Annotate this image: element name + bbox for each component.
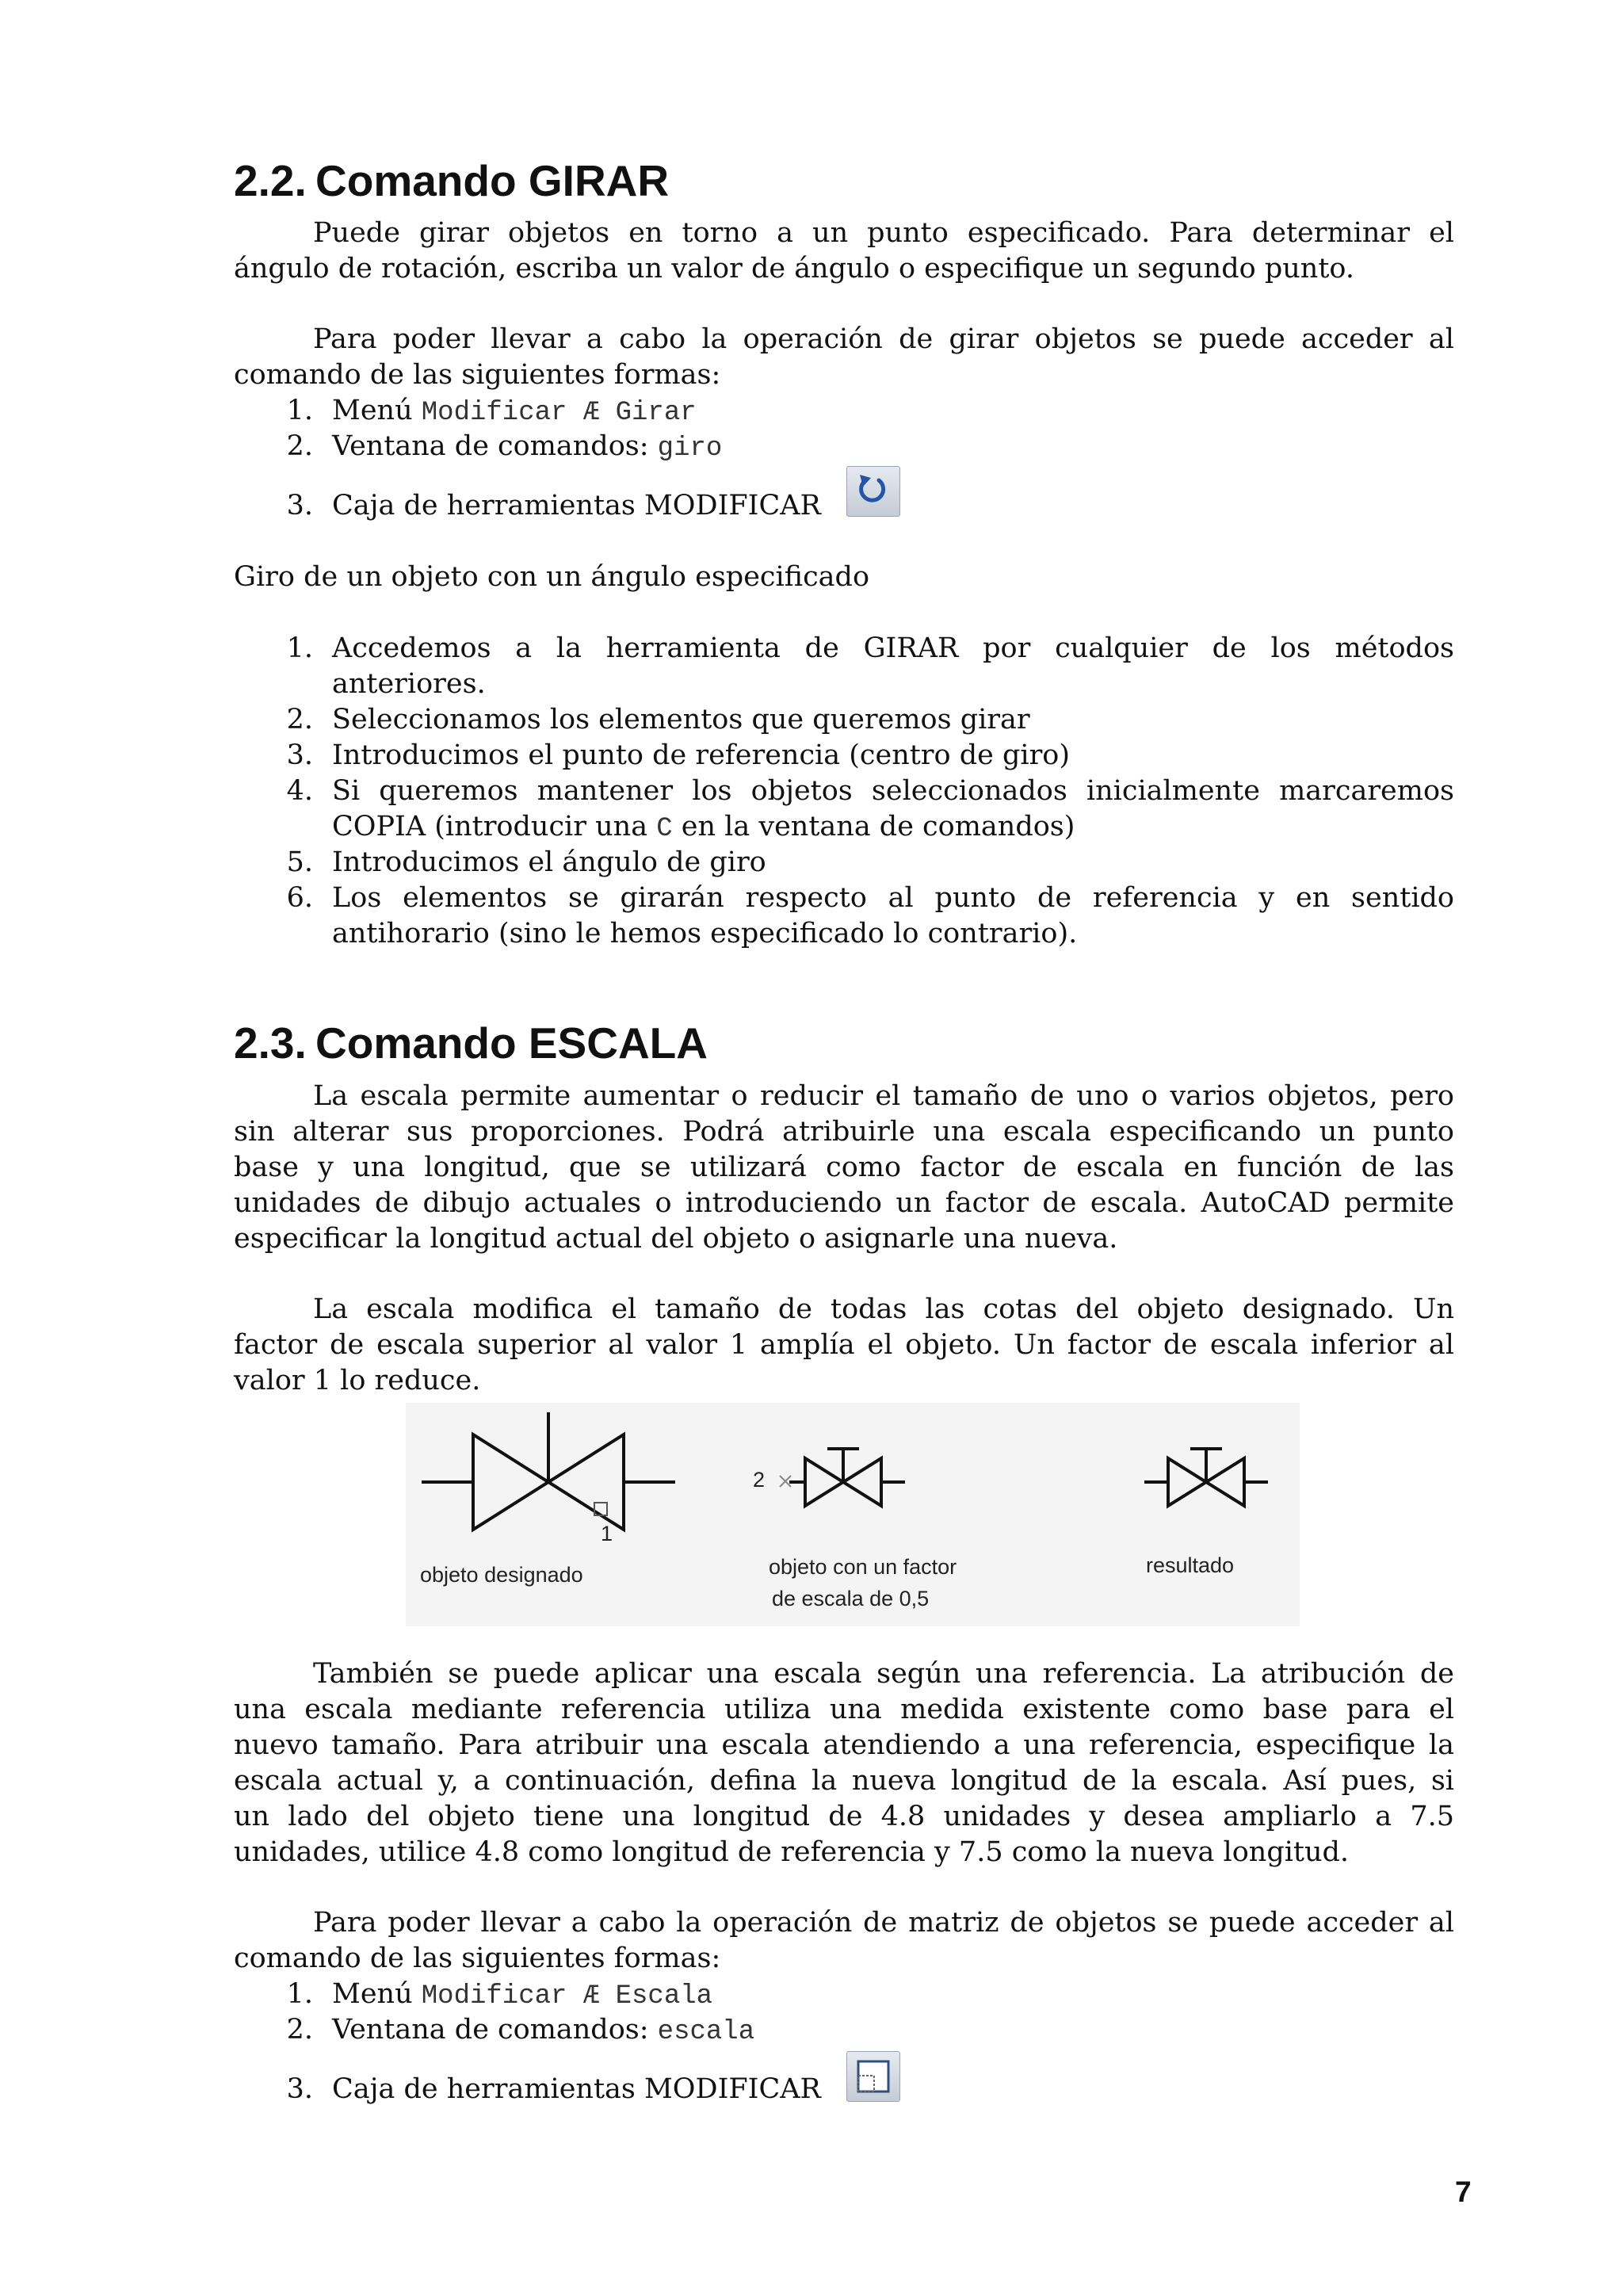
text-line: un lado del objeto tiene una longitud de 4.8 unidades y desea ampliarlo a 7.5 xyxy=(234,1801,1454,1832)
text-line: antihorario (sino le hemos especificado lo contrario). xyxy=(332,918,1078,949)
escala-paragraph-3 xyxy=(234,1656,1454,1870)
text-line: escala actual y, a continuación, defina la nueva longitud de la escala. Así pues, si xyxy=(234,1765,1454,1797)
girar-step xyxy=(281,881,1454,952)
menu-path-code: Modificar Æ Escala xyxy=(421,1981,713,2011)
list-number: 1. xyxy=(286,395,313,426)
text-fragment: en la ventana de comandos) xyxy=(681,811,1075,842)
text-line: base y una longitud, que se utilizará como factor de escala en función de las xyxy=(234,1152,1454,1183)
section-number: 2.3. xyxy=(234,1018,307,1068)
list-number: 2. xyxy=(286,430,313,462)
text-line: factor de escala superior al valor 1 amplía el objeto. Un factor de escala inferior al xyxy=(234,1329,1454,1361)
text-line: Para poder llevar a cabo la operación de matriz de objetos se puede acceder al xyxy=(313,1907,1454,1939)
valve-symbol-large xyxy=(422,1412,675,1530)
list-text: Menú xyxy=(332,1978,413,2010)
text-line: Los elementos se girarán respecto al punto de referencia y en sentido xyxy=(332,882,1454,914)
girar-subheading xyxy=(234,560,1454,595)
point-label-2: 2 xyxy=(753,1468,766,1492)
girar-step xyxy=(281,631,1454,702)
text-line: sin alterar sus proporciones. Podrá atribuirle una escala especificando un punto xyxy=(234,1116,1454,1148)
text-line: Accedemos a la herramienta de GIRAR por cualquier de los métodos xyxy=(332,632,1454,664)
valve-symbol-scaled xyxy=(789,1449,905,1506)
text-fragment: COPIA (introducir una xyxy=(332,811,648,842)
section-title: Comando ESCALA xyxy=(315,1018,708,1068)
section-heading-escala xyxy=(234,1018,708,1068)
pick-marker xyxy=(780,1476,791,1487)
text-line: una escala mediante referencia utiliza una medida existente como base para el xyxy=(234,1694,1454,1725)
command-code: C xyxy=(656,814,673,844)
list-number: 1. xyxy=(286,1978,313,2010)
list-text: Caja de herramientas MODIFICAR xyxy=(332,490,821,521)
text-line: También se puede aplicar una escala según una referencia. La atribución de xyxy=(313,1658,1454,1690)
text-line: La escala modifica el tamaño de todas las cotas del objeto designado. Un xyxy=(313,1293,1454,1325)
list-number: 3. xyxy=(286,490,313,521)
list-number: 4. xyxy=(286,775,313,807)
text-line: unidades, utilice 4.8 como longitud de referencia y 7.5 como la nueva longitud. xyxy=(234,1836,1350,1868)
girar-access-paragraph xyxy=(234,322,1454,393)
list-text: Ventana de comandos: xyxy=(332,2014,649,2046)
text-line: La escala permite aumentar o reducir el tamaño de uno o varios objetos, pero xyxy=(313,1080,1454,1112)
text-line: Puede girar objetos en torno a un punto especificado. Para determinar el xyxy=(313,217,1454,249)
list-number: 1. xyxy=(286,632,313,664)
text-line: ángulo de rotación, escriba un valor de ángulo o especifique un segundo punto. xyxy=(234,253,1354,285)
caption-left: objeto designado xyxy=(420,1563,583,1587)
list-number: 6. xyxy=(286,882,313,914)
caption-mid-line2: de escala de 0,5 xyxy=(772,1587,930,1610)
text-line: anteriores. xyxy=(332,668,486,700)
list-number: 2. xyxy=(286,2014,313,2046)
scale-example-figure xyxy=(406,1403,1300,1626)
escala-paragraph-2 xyxy=(234,1292,1454,1399)
page-number: 7 xyxy=(1455,2176,1472,2208)
menu-path-code: Modificar Æ Girar xyxy=(421,398,697,428)
girar-step xyxy=(281,774,1454,845)
list-text: Caja de herramientas MODIFICAR xyxy=(332,2073,821,2105)
text-line: Introducimos el ángulo de giro xyxy=(332,846,766,878)
point-label-1: 1 xyxy=(601,1522,613,1545)
escala-access-paragraph xyxy=(234,1905,1454,1977)
list-number: 3. xyxy=(286,2073,313,2105)
text-line: especificar la longitud actual del objeto o asignarle una nueva. xyxy=(234,1223,1118,1255)
text-line: Seleccionamos los elementos que queremos girar xyxy=(332,704,1030,735)
list-text: Menú xyxy=(332,395,413,426)
list-text: Ventana de comandos: xyxy=(332,430,649,462)
valve-symbol-result xyxy=(1144,1449,1268,1506)
list-number: 3. xyxy=(286,739,313,771)
scale-icon xyxy=(846,2051,900,2102)
text-line: Para poder llevar a cabo la operación de girar objetos se puede acceder al xyxy=(313,323,1454,355)
text-line: Introducimos el punto de referencia (centro de giro) xyxy=(332,739,1071,771)
text-line: comando de las siguientes formas: xyxy=(234,359,721,391)
text-line: comando de las siguientes formas: xyxy=(234,1943,721,1974)
text-line: Si queremos mantener los objetos seleccionados inicialmente marcaremos xyxy=(332,775,1454,807)
text-line: unidades de dibujo actuales o introduciendo un factor de escala. AutoCAD permite xyxy=(234,1187,1454,1219)
list-number: 2. xyxy=(286,704,313,735)
rotate-icon xyxy=(846,466,900,517)
text-line: Giro de un objeto con un ángulo especificado xyxy=(234,561,870,593)
section-heading-girar xyxy=(234,155,669,206)
text-line: valor 1 lo reduce. xyxy=(234,1365,481,1396)
section-title: Comando GIRAR xyxy=(315,156,670,205)
command-code: giro xyxy=(657,434,723,464)
girar-intro-paragraph xyxy=(234,216,1454,287)
escala-paragraph-1 xyxy=(234,1079,1454,1257)
caption-mid-line1: objeto con un factor xyxy=(769,1555,957,1579)
command-code: escala xyxy=(657,2017,755,2047)
caption-right: resultado xyxy=(1146,1553,1235,1577)
text-line: nuevo tamaño. Para atribuir una escala atendiendo a una referencia, especifique la xyxy=(234,1729,1454,1761)
list-number: 5. xyxy=(286,846,313,878)
section-number: 2.2. xyxy=(234,156,307,205)
